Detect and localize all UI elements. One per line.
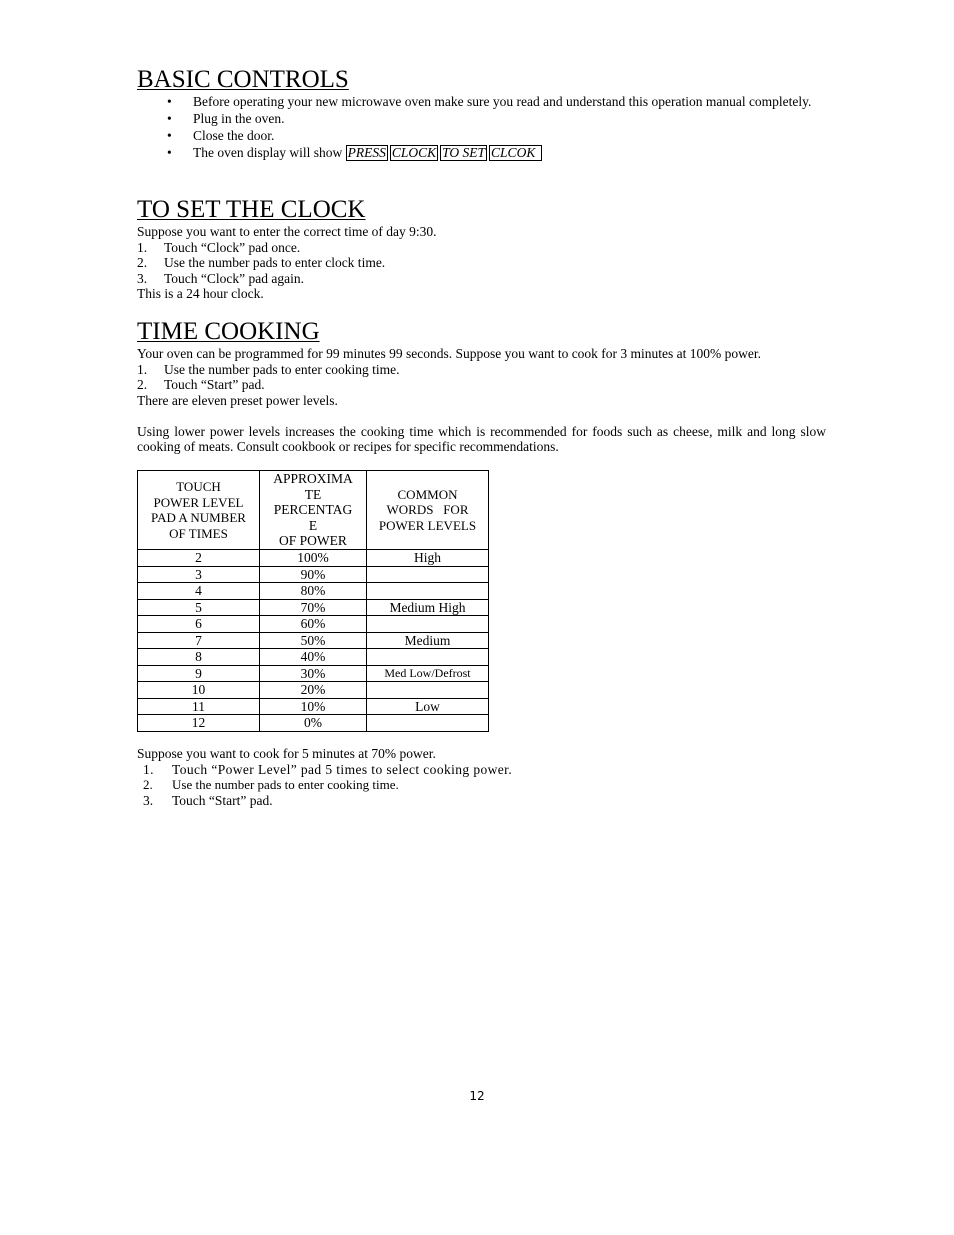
cell-words [367, 682, 489, 699]
cell-percent: 0% [260, 715, 367, 732]
list-item [137, 762, 826, 778]
header-line: POWER LEVEL [153, 494, 244, 510]
time-cooking-section [137, 346, 826, 455]
display-list-item [137, 145, 826, 161]
cell-words [367, 715, 489, 732]
header-line: POWER LEVELS [378, 517, 477, 533]
basic-controls-list [137, 94, 826, 163]
time-cooking-heading: TIME COOKING [137, 318, 320, 345]
list-item: • Close the door. [137, 128, 826, 144]
step-text: Touch “Clock” pad again. [164, 270, 305, 286]
step-text: Touch “Clock” pad once. [164, 239, 301, 255]
cell-words: Medium [367, 632, 489, 649]
step-text: Use the number pads to enter cooking time. [172, 777, 399, 792]
set-clock-heading: TO SET THE CLOCK [137, 196, 366, 223]
cell-times: 8 [138, 649, 260, 666]
cell-times: 5 [138, 599, 260, 616]
cell-percent: 40% [260, 649, 367, 666]
power-level-table [137, 470, 489, 732]
cell-words: High [367, 550, 489, 567]
cell-words [367, 649, 489, 666]
step-number: 1. [143, 761, 154, 777]
cell-times: 3 [138, 566, 260, 583]
cell-times: 10 [138, 682, 260, 699]
cell-times: 11 [138, 698, 260, 715]
cell-times: 7 [138, 632, 260, 649]
cell-words: Low [367, 698, 489, 715]
table-row [138, 550, 489, 567]
page-number: 12 [469, 1089, 485, 1103]
cell-percent: 100% [260, 550, 367, 567]
cell-words [367, 583, 489, 600]
list-item [137, 777, 826, 793]
cell-percent: 20% [260, 682, 367, 699]
header-percentage [260, 471, 367, 550]
cell-times: 12 [138, 715, 260, 732]
list-item [137, 793, 826, 809]
cell-times: 6 [138, 616, 260, 633]
step-number: 2. [143, 777, 153, 792]
table-row [138, 599, 489, 616]
header-line: WORDS FOR [386, 502, 469, 518]
cell-words [367, 616, 489, 633]
step-number: 2. [137, 377, 148, 392]
cell-percent: 10% [260, 698, 367, 715]
preset-note: There are eleven preset power levels. [137, 392, 338, 408]
cell-times: 2 [138, 550, 260, 567]
header-common-words [367, 471, 489, 550]
table-row [138, 583, 489, 600]
step-text: Touch “Power Level” pad 5 times to select cooking power. [172, 761, 513, 777]
cell-percent: 70% [260, 599, 367, 616]
table-row [138, 616, 489, 633]
cell-times: 9 [138, 665, 260, 682]
set-clock-steps [137, 240, 826, 287]
list-item: • Plug in the oven. [137, 111, 826, 127]
time-cooking-intro: Your oven can be programmed for 99 minutes 99 seconds. Suppose you want to cook for 3 minutes at 100% power. [137, 346, 762, 361]
cell-percent: 50% [260, 632, 367, 649]
header-line: TE [304, 486, 322, 502]
header-line: PAD A NUMBER [151, 510, 246, 525]
time-cooking-steps [137, 362, 826, 393]
step-text: Use the number pads to enter cooking time. [164, 361, 400, 377]
lower-power-note: Using lower power levels increases the cooking time which is recommended for foods such as cheese, milk and long slow cooking of meats. Consult cookbook or recipes for specific recommendations. [137, 423, 826, 454]
step-number: 1. [137, 361, 148, 377]
table-row [138, 665, 489, 682]
cell-words: Med Low/Defrost [367, 665, 489, 682]
set-clock-intro: Suppose you want to enter the correct time of day 9:30. [137, 224, 437, 239]
list-item [137, 362, 826, 378]
header-touch-times [138, 471, 260, 550]
table-row [138, 649, 489, 666]
display-word-to-set: TO SET [442, 145, 486, 161]
step-number: 2. [137, 255, 148, 270]
header-line: OF POWER [279, 533, 347, 549]
display-word-clock: CLOCK [391, 145, 437, 161]
step-text: Touch “Start” pad. [172, 792, 273, 808]
step-text: Use the number pads to enter clock time. [164, 255, 386, 270]
table-row [138, 632, 489, 649]
cell-words [367, 566, 489, 583]
example-section [137, 746, 826, 808]
step-number: 1. [137, 239, 148, 255]
header-line: COMMON [397, 486, 458, 502]
example-steps [137, 762, 826, 809]
header-line: PERCENTAG [273, 502, 353, 518]
cell-words: Medium High [367, 599, 489, 616]
table-row [138, 566, 489, 583]
header-line: TOUCH [176, 479, 221, 494]
header-line: APPROXIMA [273, 471, 353, 487]
header-line: E [308, 517, 318, 533]
basic-controls-heading: BASIC CONTROLS [137, 66, 349, 93]
table-row [138, 715, 489, 732]
example-intro: Suppose you want to cook for 5 minutes at 70% power. [137, 746, 436, 761]
cell-percent: 30% [260, 665, 367, 682]
list-item [137, 255, 826, 271]
step-number: 3. [143, 792, 154, 808]
cell-percent: 90% [260, 566, 367, 583]
step-number: 3. [137, 270, 148, 286]
table-row [138, 682, 489, 699]
display-word-clcok: CLCOK [489, 145, 542, 161]
list-item [137, 240, 826, 256]
list-item: • Before operating your new microwave oven make sure you read and understand this operation manual completely. [137, 94, 826, 110]
header-line: OF TIMES [169, 525, 228, 541]
list-item [137, 377, 826, 393]
set-clock-note: This is a 24 hour clock. [137, 286, 264, 301]
cell-times: 4 [138, 583, 260, 600]
display-intro: The oven display will show [193, 145, 343, 161]
table-row [138, 698, 489, 715]
list-item [137, 271, 826, 287]
display-word-press: PRESS [347, 145, 386, 161]
cell-percent: 80% [260, 583, 367, 600]
set-clock-section [137, 224, 826, 302]
step-text: Touch “Start” pad. [164, 377, 265, 392]
cell-percent: 60% [260, 616, 367, 633]
